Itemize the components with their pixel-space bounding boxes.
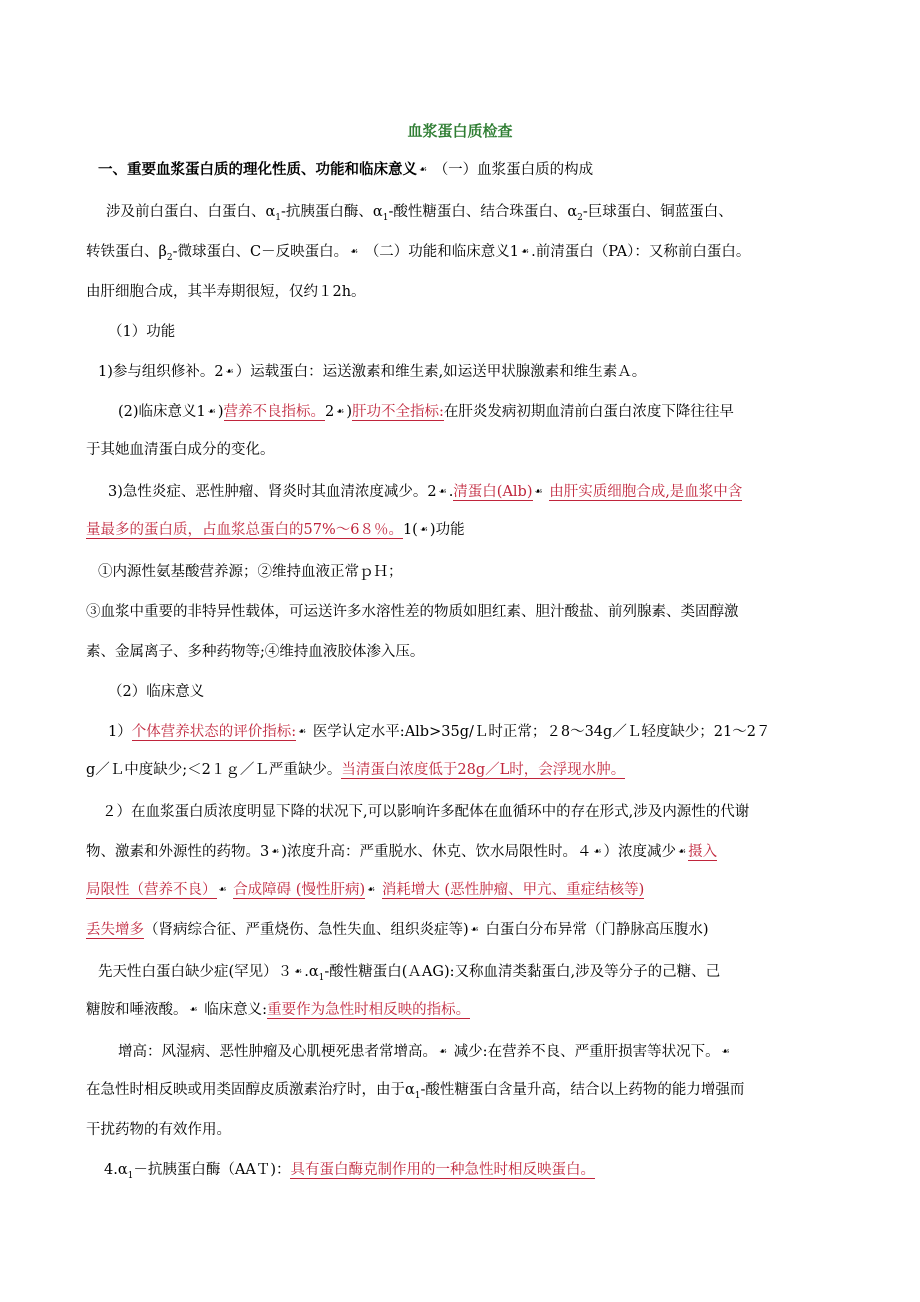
text-line: 涉及前白蛋白、白蛋白、$\alpha_1-$抗胰蛋白酶、$\alpha_1-$酸性糖蛋白、结合珠蛋白、$\alpha_2-$巨球蛋白、铜蓝蛋白、 xyxy=(106,204,733,223)
highlighted-text: 局限性（营养不良） xyxy=(86,882,217,898)
text-line: 量最多的蛋白质，占血浆总蛋白的57%～6８％。1( ☙ )功能 xyxy=(86,522,465,538)
highlighted-text: 营养不良指标。 xyxy=(223,404,326,420)
highlighted-text: 量最多的蛋白质，占血浆总蛋白的57%～6８％。 xyxy=(86,522,403,538)
highlighted-text: 清蛋白(Alb) xyxy=(453,484,533,500)
paragraph-mark-icon: ☙ xyxy=(521,247,530,257)
paragraph-mark-icon: ☙ xyxy=(470,925,479,935)
paragraph-mark-icon: ☙ xyxy=(419,525,428,535)
paragraph-mark-icon: ☙ xyxy=(367,885,376,895)
paragraph-mark-icon: ☙ xyxy=(721,1047,730,1057)
paragraph-mark-icon: ☙ xyxy=(189,1005,198,1015)
text-line: 增高：风湿病、恶性肿瘤及心肌梗死患者常增高。 ☙ 减少:在营养不良、严重肝损害等状况下。 ☙ xyxy=(118,1044,730,1060)
paragraph-mark-icon: ☙ xyxy=(439,1047,448,1057)
text-line: ①内源性氨基酸营养源；②维持血液正常ｐＨ； xyxy=(98,564,403,580)
text-line: 由肝细胞合成，其半寿期很短，仅约１2h。 xyxy=(86,284,366,300)
subheading: （一）血浆蛋白质的构成 xyxy=(433,162,594,178)
section-heading-line xyxy=(98,160,593,180)
paragraph-mark-icon: ☙ xyxy=(294,967,303,977)
highlighted-text: 肝功不全指标: xyxy=(352,404,444,420)
text-line: （1）功能 xyxy=(108,324,176,340)
highlighted-text: 重要作为急性时相反映的指标。 xyxy=(267,1002,471,1018)
paragraph-mark-icon: ☙ xyxy=(225,367,234,377)
text-line: 3)急性炎症、恶性肿瘤、肾炎时其血清浓度减少。2 ☙ .清蛋白(Alb) ☙ 由肝实质细胞合成,是血浆中含 xyxy=(108,484,743,500)
highlighted-text: 个体营养状态的评价指标: xyxy=(131,724,297,740)
paragraph-mark-icon: ☙ xyxy=(419,165,428,175)
text-line: 先天性白蛋白缺少症(罕见）３ ☙ $.\alpha_1-$酸性糖蛋白(ＡAG):又称血清类黏蛋白,涉及等分子的己糖、己 xyxy=(98,964,721,983)
text-line: 糖胺和唾液酸。 ☙ 临床意义:重要作为急性时相反映的指标。 xyxy=(86,1002,471,1018)
paragraph-mark-icon: ☙ xyxy=(534,487,543,497)
section-heading: 一、重要血浆蛋白质的理化性质、功能和临床意义 xyxy=(98,162,417,178)
text-line: g／Ｌ中度缺少;＜2１ｇ／Ｌ严重缺少。当清蛋白浓度低于28g／L时，会浮现水肿。 xyxy=(86,762,626,778)
text-line: 1)参与组织修补。2 ☙ ）运载蛋白：运送激素和维生素,如运送甲状腺激素和维生素Ａ。 xyxy=(98,364,647,380)
text-line: ③血浆中重要的非特异性载体，可运送许多水溶性差的物质如胆红素、胆汁酸盐、前列腺素、类固醇激 xyxy=(86,604,739,620)
paragraph-mark-icon: ☙ xyxy=(207,407,216,417)
paragraph-mark-icon: ☙ xyxy=(271,847,280,857)
text-line: 转铁蛋白、$\beta_2-$微球蛋白、C－反映蛋白。 ☙ （二）功能和临床意义1 ☙ .前清蛋白（PA）：又称前白蛋白。 xyxy=(86,244,751,263)
highlighted-text: 丢失增多 xyxy=(86,922,144,938)
highlighted-text: 合成障碍 (慢性肝病) xyxy=(233,882,366,898)
paragraph-mark-icon: ☙ xyxy=(218,885,227,895)
highlighted-text: 由肝实质细胞合成,是血浆中含 xyxy=(549,484,743,500)
text-line: 1）个体营养状态的评价指标: ☙ 医学认定水平:Alb>35g/Ｌ时正常；２8～34g／Ｌ轻度缺少；21～2７ xyxy=(108,724,771,740)
paragraph-mark-icon: ☙ xyxy=(678,847,687,857)
text-line: 丢失增多（肾病综合征、严重烧伤、急性失血、组织炎症等) ☙ 白蛋白分布异常（门静脉高压腹水) xyxy=(86,922,709,938)
text-line: （2）临床意义 xyxy=(108,684,205,700)
paragraph-mark-icon: ☙ xyxy=(350,247,359,257)
text-line xyxy=(86,880,644,900)
paragraph-mark-icon: ☙ xyxy=(298,727,307,737)
text-line: $4.\alpha_1-$抗胰蛋白酶（AAＴ)：具有蛋白酶克制作用的一种急性时相反映蛋白。 xyxy=(104,1162,595,1181)
text-line: 干扰药物的有效作用。 xyxy=(86,1122,231,1138)
page-title: 血浆蛋白质检查 xyxy=(407,122,513,140)
text-line: ２）在血浆蛋白质浓度明显下降的状况下,可以影响许多配体在血循环中的存在形式,涉及内源性的代谢 xyxy=(102,804,750,820)
text-line: 素、金属离子、多种药物等;④维持血液胶体渗入压。 xyxy=(86,644,425,660)
paragraph-mark-icon: ☙ xyxy=(593,847,602,857)
text-line: 物、激素和外源性的药物。3 ☙ )浓度升高：严重脱水、休克、饮水局限性时。４ ☙ ）浓度减少 ☙ 摄入 xyxy=(86,844,718,860)
highlighted-text: 消耗增大 (恶性肿瘤、甲亢、重症结核等) xyxy=(381,882,645,898)
text-line: 于其她血清蛋白成分的变化。 xyxy=(86,442,275,458)
paragraph-mark-icon: ☙ xyxy=(336,407,345,417)
text-line: (2)临床意义1 ☙ )营养不良指标。2 ☙ )肝功不全指标:在肝炎发病初期血清前白蛋白浓度下降往往早 xyxy=(118,404,734,420)
highlighted-text: 具有蛋白酶克制作用的一种急性时相反映蛋白。 xyxy=(290,1162,595,1178)
highlighted-text: 摄入 xyxy=(688,844,718,860)
paragraph-mark-icon: ☙ xyxy=(438,487,447,497)
text-line: 在急性时相反映或用类固醇皮质激素治疗时，由于$\alpha_1-$酸性糖蛋白含量升高，结合以上药物的能力增强而 xyxy=(86,1082,745,1101)
highlighted-text: 当清蛋白浓度低于28g／L时，会浮现水肿。 xyxy=(341,762,626,778)
